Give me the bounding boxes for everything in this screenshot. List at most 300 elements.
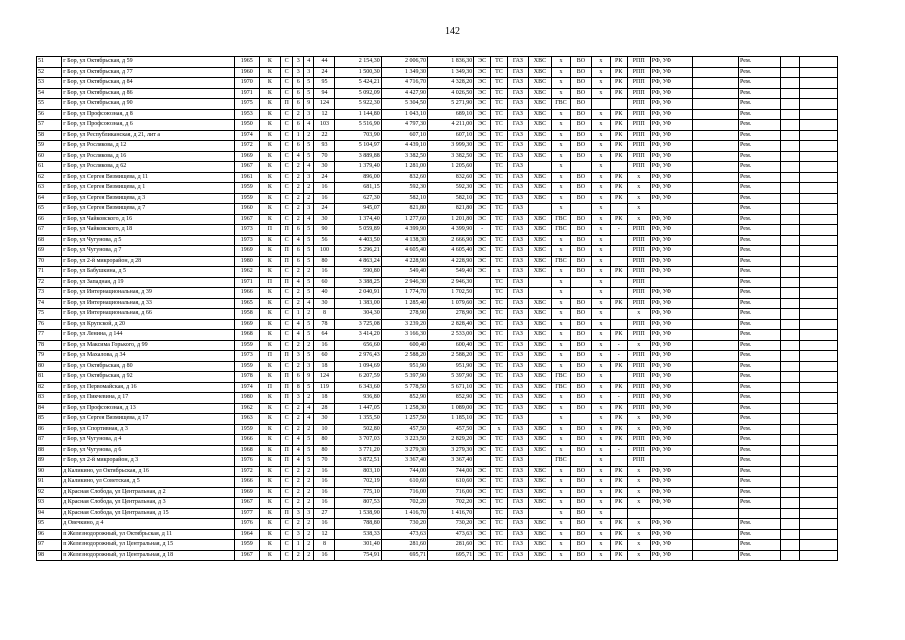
table-cell: ГАЗ [507, 162, 528, 173]
table-cell: х [591, 424, 610, 435]
table-cell [474, 277, 491, 288]
table-cell: 59 [37, 141, 62, 152]
table-cell: ТС [491, 477, 508, 488]
table-cell: ЭС [474, 403, 491, 414]
table-cell: П [280, 256, 293, 267]
table-cell: 2 829,20 [427, 435, 473, 446]
table-cell: РПП [627, 393, 650, 404]
table-cell [692, 193, 738, 204]
table-cell: ТС [491, 183, 508, 194]
table-cell: 2 [293, 298, 304, 309]
table-cell: РПП [627, 246, 650, 257]
table-cell: х [551, 519, 570, 530]
table-cell: ТС [491, 414, 508, 425]
table-row [37, 372, 838, 383]
table-cell [692, 78, 738, 89]
table-cell: РК [610, 172, 627, 183]
table-cell: г Бор, ул Чугунова, д 6 [62, 445, 234, 456]
table-cell: 5 [303, 445, 314, 456]
table-cell: ГАЗ [507, 319, 528, 330]
table-cell: ЭС [474, 445, 491, 456]
table-cell: 4 716,70 [381, 78, 427, 89]
table-cell: 1 079,60 [427, 298, 473, 309]
table-cell: ТС [491, 172, 508, 183]
table-cell [781, 540, 800, 551]
table-cell: РК [610, 67, 627, 78]
table-cell: 1971 [234, 88, 259, 99]
table-cell: 896,00 [335, 172, 381, 183]
table-cell: К [259, 130, 280, 141]
table-cell: 3 239,20 [381, 319, 427, 330]
table-cell: 2 [293, 498, 304, 509]
table-cell: ХВС [528, 67, 551, 78]
table-cell [781, 487, 800, 498]
table-cell: РПП [627, 445, 650, 456]
table-cell: Рем. [739, 540, 781, 551]
table-cell [781, 309, 800, 320]
table-cell: Рем. [739, 214, 781, 225]
table-cell [781, 193, 800, 204]
table-cell: 16 [314, 550, 335, 561]
table-cell: 1967 [234, 498, 259, 509]
table-cell: 1968 [234, 330, 259, 341]
table-cell: 1 374,40 [335, 214, 381, 225]
table-cell: РФ, УФ [650, 466, 692, 477]
table-cell: 278,90 [427, 309, 473, 320]
table-cell: РК [610, 78, 627, 89]
table-cell: ЭС [474, 214, 491, 225]
table-cell: П [259, 382, 280, 393]
table-cell: 5 304,50 [381, 99, 427, 110]
table-cell [800, 225, 838, 236]
table-cell: д Красная Слобода, ул Центральная, д 3 [62, 498, 234, 509]
table-cell [781, 361, 800, 372]
table-cell: ВО [570, 225, 591, 236]
table-cell [692, 403, 738, 414]
table-cell: х [591, 214, 610, 225]
table-cell: 832,60 [427, 172, 473, 183]
table-cell [800, 403, 838, 414]
table-row [37, 435, 838, 446]
table-cell: г Бор, ул Октябрьская, д 92 [62, 372, 234, 383]
table-cell: 1963 [234, 414, 259, 425]
table-cell: РК [610, 424, 627, 435]
table-cell: 2 [303, 424, 314, 435]
table-cell [692, 372, 738, 383]
table-cell: ТС [491, 235, 508, 246]
table-cell: 69 [37, 246, 62, 257]
table-row [37, 162, 838, 173]
table-cell: 5 516,90 [335, 120, 381, 131]
table-cell: 2 [303, 540, 314, 551]
table-cell: Рем. [739, 67, 781, 78]
table-cell: 124 [314, 372, 335, 383]
table-cell: ТС [491, 277, 508, 288]
table-cell: С [280, 435, 293, 446]
table-cell [781, 466, 800, 477]
table-cell [781, 508, 800, 519]
table-cell: ЭС [474, 372, 491, 383]
table-cell: 4 [303, 162, 314, 173]
table-cell: г Бор, ул Сергея Вязмищева, д 3 [62, 193, 234, 204]
table-cell: 16 [314, 193, 335, 204]
table-cell: г Бор, ул Ленина, д 144 [62, 330, 234, 341]
table-cell: РК [610, 298, 627, 309]
table-cell: х [591, 456, 610, 467]
table-row [37, 445, 838, 456]
table-cell: 2 588,20 [427, 351, 473, 362]
table-cell: 5 [303, 141, 314, 152]
table-cell: ГАЗ [507, 141, 528, 152]
table-cell: ВО [570, 151, 591, 162]
table-cell: ТС [491, 540, 508, 551]
table-cell: 64 [314, 330, 335, 341]
table-cell: 58 [37, 130, 62, 141]
table-cell: Рем. [739, 120, 781, 131]
table-cell: 71 [37, 267, 62, 278]
table-cell: 1 836,30 [427, 57, 473, 68]
table-cell: х [551, 78, 570, 89]
table-cell [800, 214, 838, 225]
table-cell [781, 330, 800, 341]
table-cell: РФ, УФ [650, 151, 692, 162]
table-cell: ТС [491, 330, 508, 341]
table-cell: 1969 [234, 246, 259, 257]
table-cell: ГАЗ [507, 309, 528, 320]
table-cell: К [259, 109, 280, 120]
table-cell: х [591, 88, 610, 99]
table-cell: Рем. [739, 256, 781, 267]
table-cell [800, 414, 838, 425]
table-cell: х [551, 487, 570, 498]
table-cell: х [627, 193, 650, 204]
table-cell: 16 [314, 477, 335, 488]
table-cell: ГАЗ [507, 519, 528, 530]
table-cell: С [280, 330, 293, 341]
table-cell: 51 [37, 57, 62, 68]
table-cell [800, 141, 838, 152]
table-cell: 2 [293, 550, 304, 561]
table-cell: 2 [293, 361, 304, 372]
table-cell: 3 [293, 393, 304, 404]
table-cell: ГАЗ [507, 235, 528, 246]
table-cell: РПП [627, 120, 650, 131]
table-cell: РПП [627, 277, 650, 288]
table-cell: РФ, УФ [650, 540, 692, 551]
table-cell [800, 267, 838, 278]
table-cell: 1958 [234, 309, 259, 320]
table-cell: ТС [491, 466, 508, 477]
table-cell: 1974 [234, 130, 259, 141]
table-row [37, 540, 838, 551]
table-cell: 6 [293, 120, 304, 131]
table-cell [800, 183, 838, 194]
table-cell: 2 [303, 477, 314, 488]
table-cell: 4 439,10 [381, 141, 427, 152]
table-cell: 5 271,90 [427, 99, 473, 110]
table-cell: 5 [303, 78, 314, 89]
table-cell: РФ, УФ [650, 172, 692, 183]
table-cell: 3 [303, 67, 314, 78]
table-cell: 1 349,30 [427, 67, 473, 78]
table-cell: Рем. [739, 529, 781, 540]
table-cell: ВО [570, 330, 591, 341]
table-cell: 6 [293, 141, 304, 152]
table-cell: ХВС [528, 487, 551, 498]
table-cell: 5 [303, 246, 314, 257]
table-row [37, 309, 838, 320]
table-cell: х [591, 466, 610, 477]
table-cell: Рем. [739, 550, 781, 561]
table-cell: 2 [303, 340, 314, 351]
table-cell: г Бор, ул Октябрьская, д 90 [62, 99, 234, 110]
table-cell [692, 550, 738, 561]
table-cell: 1 205,60 [427, 162, 473, 173]
table-cell: Рем. [739, 393, 781, 404]
table-cell [692, 351, 738, 362]
table-cell: К [259, 57, 280, 68]
table-cell: ЭС [474, 340, 491, 351]
table-cell: х [551, 298, 570, 309]
table-cell: ГАЗ [507, 361, 528, 372]
table-cell: ГАЗ [507, 330, 528, 341]
table-cell: - [610, 445, 627, 456]
table-cell: С [280, 414, 293, 425]
table-cell: 63 [37, 183, 62, 194]
table-cell: РПП [627, 267, 650, 278]
table-row [37, 67, 838, 78]
table-cell: 60 [314, 277, 335, 288]
table-cell: 61 [37, 162, 62, 173]
table-row [37, 351, 838, 362]
table-cell: РК [610, 435, 627, 446]
table-cell: РФ, УФ [650, 550, 692, 561]
table-cell: 16 [314, 466, 335, 477]
table-cell: 94 [314, 88, 335, 99]
table-cell: 8 [314, 309, 335, 320]
table-cell: 92 [37, 487, 62, 498]
table-cell [692, 162, 738, 173]
table-cell: ВО [570, 183, 591, 194]
table-cell: ЭС [474, 550, 491, 561]
table-cell: ВО [570, 256, 591, 267]
table-cell [800, 235, 838, 246]
table-cell: С [280, 466, 293, 477]
table-cell: РФ, УФ [650, 78, 692, 89]
table-cell [800, 99, 838, 110]
table-cell [692, 298, 738, 309]
table-cell: х [551, 130, 570, 141]
table-cell: 2 946,30 [381, 277, 427, 288]
table-cell: г Бор, ул Максима Горького, д 99 [62, 340, 234, 351]
table-cell: х [591, 172, 610, 183]
table-cell: 5 [303, 382, 314, 393]
table-cell: ГВС [551, 256, 570, 267]
table-cell: 80 [37, 361, 62, 372]
table-cell: 6 [293, 78, 304, 89]
table-cell: 73 [37, 288, 62, 299]
table-cell [781, 340, 800, 351]
table-cell: 16 [314, 267, 335, 278]
table-cell: 2 [303, 498, 314, 509]
table-cell: 60 [37, 151, 62, 162]
table-cell: ХВС [528, 267, 551, 278]
table-cell: х [551, 445, 570, 456]
table-cell: 1 185,10 [427, 414, 473, 425]
table-cell: 1 383,00 [335, 298, 381, 309]
table-cell: 70 [314, 151, 335, 162]
table-cell: РПП [627, 288, 650, 299]
table-cell: ЭС [474, 183, 491, 194]
table-cell: х [591, 319, 610, 330]
table-cell: ВО [570, 141, 591, 152]
table-cell: 94 [37, 508, 62, 519]
table-cell: 84 [37, 403, 62, 414]
table-cell: РФ, УФ [650, 319, 692, 330]
table-cell: Рем. [739, 361, 781, 372]
table-cell: ГАЗ [507, 183, 528, 194]
table-cell: х [591, 120, 610, 131]
table-cell: 4 [303, 414, 314, 425]
table-cell: ЭС [474, 130, 491, 141]
table-cell: 3 707,03 [335, 435, 381, 446]
table-cell: х [591, 540, 610, 551]
table-cell: Рем. [739, 466, 781, 477]
table-cell: 1978 [234, 372, 259, 383]
table-cell: 67 [37, 225, 62, 236]
table-cell: г Бор, ул Интернациональная, д 66 [62, 309, 234, 320]
table-cell: - [610, 393, 627, 404]
table-cell: 1 144,80 [335, 109, 381, 120]
table-cell: РПП [627, 151, 650, 162]
table-cell: РК [610, 183, 627, 194]
table-cell: 2 [293, 288, 304, 299]
table-cell: Рем. [739, 267, 781, 278]
table-cell: ХВС [528, 330, 551, 341]
table-cell: х [551, 403, 570, 414]
table-cell: 4 [293, 319, 304, 330]
table-cell: п Железнодорожный, ул Центральная, д 18 [62, 550, 234, 561]
table-cell: ХВС [528, 477, 551, 488]
table-cell: х [591, 109, 610, 120]
table-cell: 24 [314, 172, 335, 183]
table-cell: 301,40 [335, 540, 381, 551]
table-cell [570, 288, 591, 299]
table-cell: 607,10 [381, 130, 427, 141]
table-cell: РК [610, 477, 627, 488]
table-cell: ХВС [528, 498, 551, 509]
table-cell: 9 [303, 99, 314, 110]
table-row [37, 183, 838, 194]
table-cell: ТС [491, 393, 508, 404]
table-cell [800, 372, 838, 383]
table-cell: С [280, 477, 293, 488]
table-cell [610, 162, 627, 173]
table-cell: РПП [627, 130, 650, 141]
table-cell [570, 204, 591, 215]
table-cell: ХВС [528, 88, 551, 99]
table-cell: 5 092,09 [335, 88, 381, 99]
table-cell [800, 88, 838, 99]
table-cell: 1 281,00 [381, 162, 427, 173]
table-cell: 8 [293, 382, 304, 393]
table-cell: 2 533,00 [427, 330, 473, 341]
table-row [37, 57, 838, 68]
table-row [37, 456, 838, 467]
table-row [37, 498, 838, 509]
table-cell: Рем. [739, 246, 781, 257]
table-cell: РФ, УФ [650, 109, 692, 120]
table-cell: ГВС [551, 99, 570, 110]
table-cell: К [259, 519, 280, 530]
table-cell: 590,80 [335, 267, 381, 278]
table-cell: С [280, 361, 293, 372]
table-cell: п Железнодорожный, ул Октябрьская, д 11 [62, 529, 234, 540]
table-cell: х [591, 330, 610, 341]
table-cell: 52 [37, 67, 62, 78]
table-cell: х [591, 277, 610, 288]
table-cell: 22 [314, 130, 335, 141]
table-cell: РПП [627, 403, 650, 414]
table-cell [781, 319, 800, 330]
table-cell: 852,90 [427, 393, 473, 404]
table-cell [474, 162, 491, 173]
table-cell: 2 [293, 183, 304, 194]
table-cell: ТС [491, 382, 508, 393]
table-cell: ЭС [474, 267, 491, 278]
table-cell: х [551, 330, 570, 341]
table-cell: 5 059,89 [335, 225, 381, 236]
table-cell [800, 529, 838, 540]
table-cell: ЭС [474, 393, 491, 404]
table-cell: 1 [293, 309, 304, 320]
table-cell: 1969 [234, 151, 259, 162]
table-cell: 4 228,90 [427, 256, 473, 267]
table-cell: С [280, 204, 293, 215]
table-cell [781, 393, 800, 404]
table-cell: 1 349,30 [381, 67, 427, 78]
table-cell: РФ, УФ [650, 351, 692, 362]
table-row [37, 277, 838, 288]
table-cell: 1977 [234, 508, 259, 519]
table-cell: ЭС [474, 67, 491, 78]
table-cell: РФ, УФ [650, 529, 692, 540]
table-cell: ВО [570, 99, 591, 110]
table-cell: 2 [293, 162, 304, 173]
table-cell: 2 828,40 [427, 319, 473, 330]
table-cell: ГАЗ [507, 550, 528, 561]
table-cell: х [627, 529, 650, 540]
table-cell: РФ, УФ [650, 519, 692, 530]
table-cell: х [627, 487, 650, 498]
table-cell [781, 225, 800, 236]
table-cell: С [280, 67, 293, 78]
table-cell: Рем. [739, 172, 781, 183]
table-cell [610, 319, 627, 330]
table-cell: 1 258,30 [381, 403, 427, 414]
table-cell: 775,10 [335, 487, 381, 498]
table-cell [800, 246, 838, 257]
table-cell: ГАЗ [507, 529, 528, 540]
table-cell: ВО [570, 120, 591, 131]
table-cell [692, 88, 738, 99]
table-cell: х [591, 309, 610, 320]
table-cell: 30 [314, 298, 335, 309]
table-cell: ВО [570, 214, 591, 225]
table-cell: Рем. [739, 487, 781, 498]
table-cell: ГАЗ [507, 424, 528, 435]
table-cell: - [474, 225, 491, 236]
